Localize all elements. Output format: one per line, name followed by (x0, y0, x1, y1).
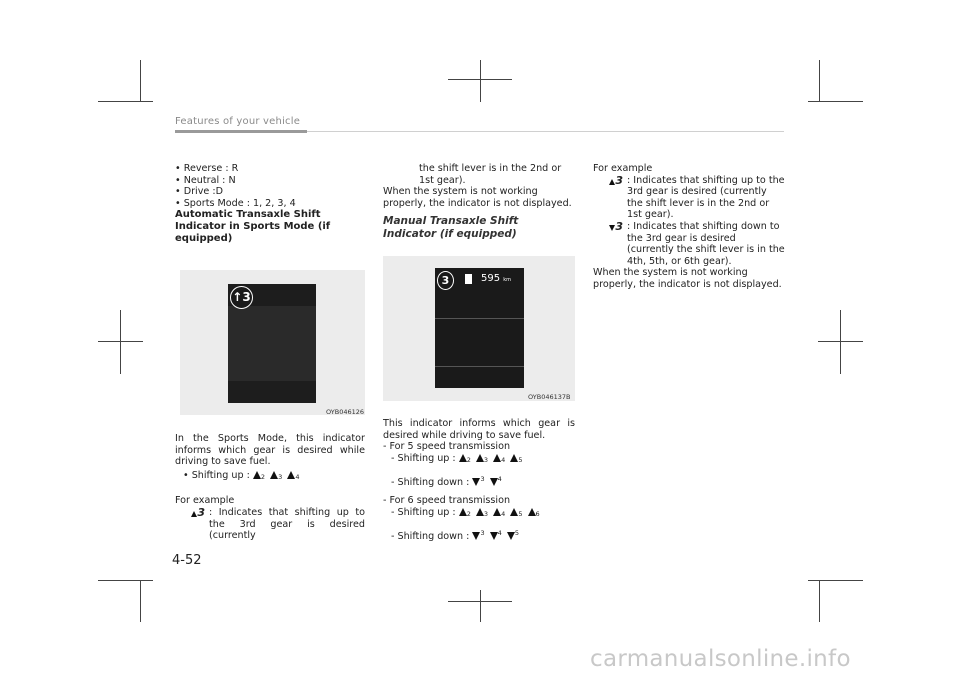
example-up-text: : Indicates that shifting up to the 3rd gear is desired (currently the shift lever is in the 2nd or 1st gear). (627, 174, 785, 221)
gear-indicator-value: ↑3 (232, 290, 251, 304)
header-rule (307, 131, 784, 132)
for-example-label: For example (593, 163, 653, 174)
up-arrow-icon (459, 454, 467, 462)
up-arrow-icon (493, 454, 501, 462)
up-gear-icon: 3 (593, 175, 627, 221)
crop-mark (448, 79, 512, 80)
crop-mark (120, 310, 121, 374)
shift-up-line: • Shifting up : $_2$ $_3$ $_4$ (183, 469, 300, 481)
page-number: 4-52 (172, 553, 202, 568)
example-down-row (593, 221, 785, 267)
crop-mark (818, 341, 863, 342)
crop-mark (140, 580, 141, 622)
heading-automatic: Automatic Transaxle Shift Indicator in Sports Mode (if equipped) (175, 209, 331, 245)
watermark: carmanualsonline.info (590, 646, 851, 672)
crop-mark (808, 101, 863, 102)
down-arrow-icon (490, 532, 498, 540)
five-speed-label: - For 5 speed transmission (383, 441, 511, 453)
crop-mark (140, 60, 141, 102)
crop-mark (840, 310, 841, 374)
crop-mark (98, 341, 143, 342)
cluster-screen (228, 284, 316, 403)
example-text: : Indicates that shifting up to the 3rd gear is desired (currently (209, 506, 365, 542)
column-3 (593, 163, 785, 291)
five-shift-down: - Shifting down : $^3$ $^4$ (391, 475, 502, 489)
column-2-lower (383, 418, 575, 543)
bullet-sports: • Sports Mode : 1, 2, 3, 4 (175, 197, 296, 209)
example-down-text: : Indicates that shifting down to the 3rd gear is desired (currently the shift lever is in the 4th, 5th, or 6th gear). (627, 220, 785, 267)
figure-label: OYB046137B (528, 393, 571, 401)
up-arrow-icon (270, 471, 278, 479)
gear-indicator-icon (230, 286, 253, 309)
up-arrow-icon (476, 508, 484, 516)
up-arrow-icon (459, 508, 467, 516)
down-arrow-icon (490, 478, 498, 486)
figure-manual (383, 256, 575, 401)
bullet-drive: • Drive :D (175, 186, 223, 198)
fuel-icon (465, 274, 472, 284)
five-shift-up: - Shifting up : $_2$ $_3$ $_4$ $_5$ (391, 452, 523, 464)
odometer-readout: 595 km (481, 273, 512, 284)
cluster-screen (435, 268, 524, 388)
section-title: Features of your vehicle (175, 116, 301, 127)
paragraph-manual: This indicator informs which gear is desired while driving to save fuel. (383, 418, 575, 441)
crop-mark (808, 580, 863, 581)
up-arrow-icon (476, 454, 484, 462)
figure-automatic (180, 270, 365, 415)
down-arrow-icon (507, 532, 515, 540)
up-arrow-icon (253, 471, 261, 479)
not-working-text: When the system is not working properly, the indicator is not displayed. (383, 186, 572, 209)
crop-mark (480, 60, 481, 102)
crop-mark (819, 580, 820, 622)
crop-mark (98, 101, 153, 102)
up-gear-icon: 3 (175, 507, 209, 542)
crop-mark (98, 580, 153, 581)
bullet-neutral: • Neutral : N (175, 174, 236, 186)
up-arrow-icon (528, 508, 536, 516)
header-bar (175, 130, 307, 133)
continued-text: the shift lever is in the 2nd or 1st gear). (419, 163, 562, 186)
six-shift-up: - Shifting up : $_2$ $_3$ $_4$ $_5$ $_6$ (391, 506, 540, 518)
figure-label: OYB046126 (326, 408, 365, 416)
for-example-label: For example (175, 495, 235, 507)
example-up-row (593, 175, 785, 221)
column-2 (383, 163, 575, 241)
crop-mark (819, 60, 820, 102)
bullet-reverse: • Reverse : R (175, 163, 239, 174)
six-speed-label: - For 6 speed transmission (383, 494, 511, 506)
example-row (175, 507, 365, 542)
column-1 (175, 163, 365, 245)
crop-mark (480, 590, 481, 622)
down-gear-icon: 3 (593, 221, 627, 267)
up-arrow-icon (493, 508, 501, 516)
crop-mark (448, 601, 512, 602)
heading-manual: Manual Transaxle Shift Indicator (if equipped) (383, 215, 519, 241)
six-shift-down: - Shifting down : $^3$ $^4$ $^5$ (391, 529, 519, 543)
column-1-lower (175, 433, 365, 542)
paragraph-automatic: In the Sports Mode, this indicator informs which gear is desired while driving to save fuel. (175, 433, 365, 468)
not-working-text: When the system is not working properly, the indicator is not displayed. (593, 267, 782, 290)
gear-indicator-icon: 3 (437, 271, 454, 290)
